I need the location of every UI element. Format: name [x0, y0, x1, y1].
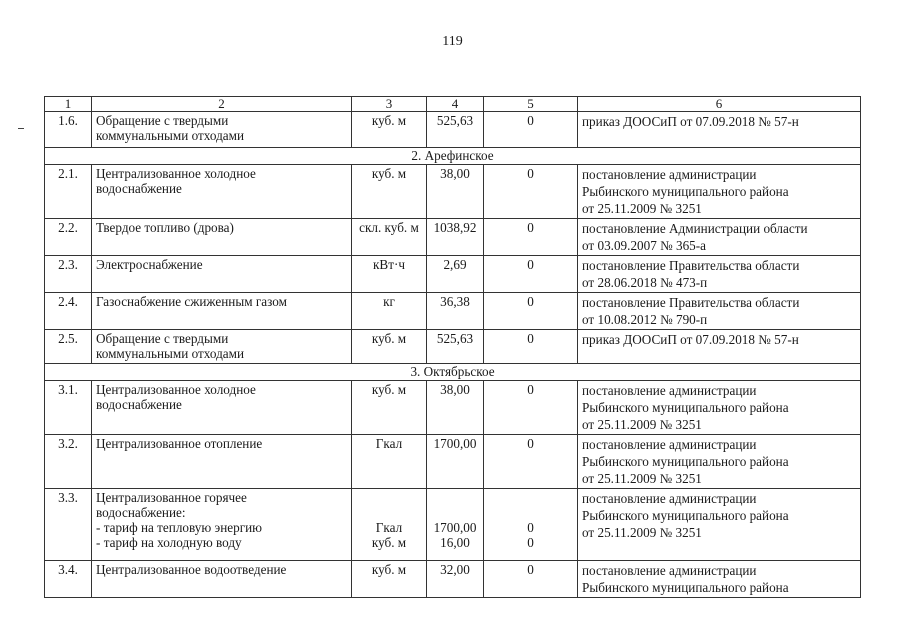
column-5-value-cell [484, 435, 578, 489]
table-row [45, 165, 861, 219]
legal-document-line: постановление администрации [582, 167, 757, 182]
legal-document-line: постановление Правительства области [582, 258, 800, 273]
legal-document-cell [578, 435, 861, 489]
row-number: 3.2. [45, 435, 92, 489]
legal-document-line: Рыбинского муниципального района [582, 580, 789, 595]
unit-cell [352, 435, 427, 489]
page-number: 119 [442, 34, 463, 49]
unit-cell [352, 112, 427, 148]
unit-cell [352, 330, 427, 364]
service-name-line: Обращение с твердыми [96, 331, 229, 346]
value-line: 16,00 [440, 535, 470, 550]
column-5-value-line: 0 [527, 436, 534, 451]
unit-line: куб. м [371, 382, 407, 397]
table-body [45, 97, 861, 598]
column-5-value-line: 0 [527, 166, 534, 181]
unit-line: кг [383, 294, 395, 309]
header-cell: 5 [484, 97, 578, 112]
legal-document-line: постановление администрации [582, 563, 757, 578]
row-number: 2.5. [45, 330, 92, 364]
value-line: 525,63 [436, 113, 474, 128]
header-cell: 1 [45, 97, 92, 112]
unit-line [356, 490, 422, 505]
value-line: 1038,92 [433, 220, 477, 235]
column-5-value-line: 0 [527, 535, 534, 550]
legal-document-line: от 25.11.2009 № 3251 [582, 471, 702, 486]
legal-document-line: постановление Администрации области [582, 221, 808, 236]
legal-document-line: постановление администрации [582, 491, 757, 506]
table-row [45, 293, 861, 330]
column-5-value-cell [484, 293, 578, 330]
row-number: 2.3. [45, 256, 92, 293]
legal-document-line: постановление администрации [582, 437, 757, 452]
legal-document-line: Рыбинского муниципального района [582, 184, 789, 199]
column-5-value-line [488, 490, 573, 505]
value-cell [427, 561, 484, 598]
legal-document-cell [578, 256, 861, 293]
service-name-line: коммунальными отходами [96, 346, 245, 361]
table-row [45, 435, 861, 489]
row-number: 2.2. [45, 219, 92, 256]
row-number: 3.3. [45, 489, 92, 561]
unit-line: куб. м [371, 166, 407, 181]
unit-cell [352, 165, 427, 219]
value-cell [427, 165, 484, 219]
unit-cell [352, 561, 427, 598]
service-name-line: водоснабжение [96, 181, 182, 196]
column-5-value-line: 0 [527, 331, 534, 346]
value-line [431, 505, 479, 520]
unit-cell [352, 293, 427, 330]
column-5-value-line [488, 505, 573, 520]
unit-line [356, 505, 422, 520]
value-cell [427, 112, 484, 148]
legal-document-cell [578, 112, 861, 148]
unit-line: куб. м [371, 562, 407, 577]
column-5-value-line: 0 [527, 294, 534, 309]
column-5-value-cell [484, 381, 578, 435]
value-cell [427, 435, 484, 489]
value-line: 32,00 [440, 562, 470, 577]
row-number: 2.1. [45, 165, 92, 219]
unit-line: Гкал [375, 520, 403, 535]
row-number: 3.4. [45, 561, 92, 598]
table-row [45, 256, 861, 293]
column-5-value-line: 0 [527, 520, 534, 535]
unit-cell [352, 381, 427, 435]
column-5-value-cell [484, 330, 578, 364]
unit-cell [352, 489, 427, 561]
header-cell: 3 [352, 97, 427, 112]
margin-mark [18, 128, 24, 129]
service-name-line: Централизованное отопление [96, 436, 263, 451]
value-line: 38,00 [440, 382, 470, 397]
legal-document-line: от 10.08.2012 № 790-п [582, 312, 708, 327]
value-line: 2,69 [443, 257, 467, 272]
column-5-value-cell [484, 561, 578, 598]
unit-line: кВт·ч [373, 257, 405, 272]
tariff-table [44, 96, 861, 598]
legal-document-line: от 25.11.2009 № 3251 [582, 417, 702, 432]
unit-line: куб. м [371, 535, 407, 550]
column-5-value-line: 0 [527, 113, 534, 128]
service-name-line: водоснабжение [96, 397, 182, 412]
section-title: 2. Арефинское [45, 148, 861, 165]
service-name-cell [92, 330, 352, 364]
unit-cell [352, 219, 427, 256]
service-name-line: Централизованное водоотведение [96, 562, 287, 577]
service-name-line: - тариф на холодную воду [96, 535, 242, 550]
service-name-line: Централизованное холодное [96, 382, 256, 397]
section-row [45, 148, 861, 165]
column-5-value-line: 0 [527, 562, 534, 577]
header-cell: 2 [92, 97, 352, 112]
value-cell [427, 256, 484, 293]
section-title: 3. Октябрьское [45, 364, 861, 381]
service-name-line: водоснабжение: [96, 505, 186, 520]
value-cell [427, 293, 484, 330]
column-5-value-line: 0 [527, 382, 534, 397]
table-row [45, 381, 861, 435]
service-name-cell [92, 112, 352, 148]
legal-document-line: Рыбинского муниципального района [582, 400, 789, 415]
table-row [45, 330, 861, 364]
value-cell [427, 330, 484, 364]
service-name-line: коммунальными отходами [96, 128, 245, 143]
service-name-line: Твердое топливо (дрова) [96, 220, 234, 235]
column-5-value-cell [484, 165, 578, 219]
legal-document-line: от 25.11.2009 № 3251 [582, 525, 702, 540]
legal-document-line: Рыбинского муниципального района [582, 508, 789, 523]
service-name-cell [92, 489, 352, 561]
service-name-line: Газоснабжение сжиженным газом [96, 294, 287, 309]
row-number: 3.1. [45, 381, 92, 435]
value-cell [427, 489, 484, 561]
legal-document-cell [578, 165, 861, 219]
header-cell: 4 [427, 97, 484, 112]
value-line: 38,00 [440, 166, 470, 181]
value-cell [427, 219, 484, 256]
unit-line: куб. м [371, 331, 407, 346]
header-cell: 6 [578, 97, 861, 112]
legal-document-cell [578, 489, 861, 561]
legal-document-cell [578, 330, 861, 364]
unit-line: куб. м [371, 113, 407, 128]
value-cell [427, 381, 484, 435]
column-5-value-cell [484, 256, 578, 293]
value-line: 1700,00 [433, 520, 477, 535]
row-number: 2.4. [45, 293, 92, 330]
value-line: 525,63 [436, 331, 474, 346]
service-name-cell [92, 165, 352, 219]
section-row [45, 364, 861, 381]
legal-document-line: от 25.11.2009 № 3251 [582, 201, 702, 216]
table-row [45, 489, 861, 561]
service-name-line: - тариф на тепловую энергию [96, 520, 263, 535]
legal-document-cell [578, 219, 861, 256]
service-name-line: Электроснабжение [96, 257, 203, 272]
column-5-value-line: 0 [527, 220, 534, 235]
value-line [431, 490, 479, 505]
column-5-value-cell [484, 112, 578, 148]
column-5-value-cell [484, 219, 578, 256]
table-row [45, 112, 861, 148]
table-header-row [45, 97, 861, 112]
service-name-cell [92, 435, 352, 489]
service-name-line: Централизованное горячее [96, 490, 247, 505]
legal-document-line: от 28.06.2018 № 473-п [582, 275, 708, 290]
service-name-line: Обращение с твердыми [96, 113, 229, 128]
unit-cell [352, 256, 427, 293]
value-line: 1700,00 [433, 436, 477, 451]
column-5-value-line: 0 [527, 257, 534, 272]
service-name-cell [92, 219, 352, 256]
legal-document-line: постановление Правительства области [582, 295, 800, 310]
service-name-cell [92, 256, 352, 293]
legal-document-cell [578, 293, 861, 330]
column-5-value-cell [484, 489, 578, 561]
value-line: 36,38 [440, 294, 470, 309]
legal-document-line: приказ ДООСиП от 07.09.2018 № 57-н [582, 332, 799, 347]
legal-document-line: приказ ДООСиП от 07.09.2018 № 57-н [582, 114, 799, 129]
service-name-line: Централизованное холодное [96, 166, 256, 181]
legal-document-cell [578, 381, 861, 435]
legal-document-line: постановление администрации [582, 383, 757, 398]
service-name-cell [92, 293, 352, 330]
service-name-cell [92, 381, 352, 435]
service-name-cell [92, 561, 352, 598]
table-row [45, 561, 861, 598]
legal-document-cell [578, 561, 861, 598]
legal-document-line: от 03.09.2007 № 365-а [582, 238, 707, 253]
unit-line: Гкал [375, 436, 403, 451]
unit-line: скл. куб. м [359, 220, 419, 235]
legal-document-line: Рыбинского муниципального района [582, 454, 789, 469]
row-number: 1.6. [45, 112, 92, 148]
table-row [45, 219, 861, 256]
